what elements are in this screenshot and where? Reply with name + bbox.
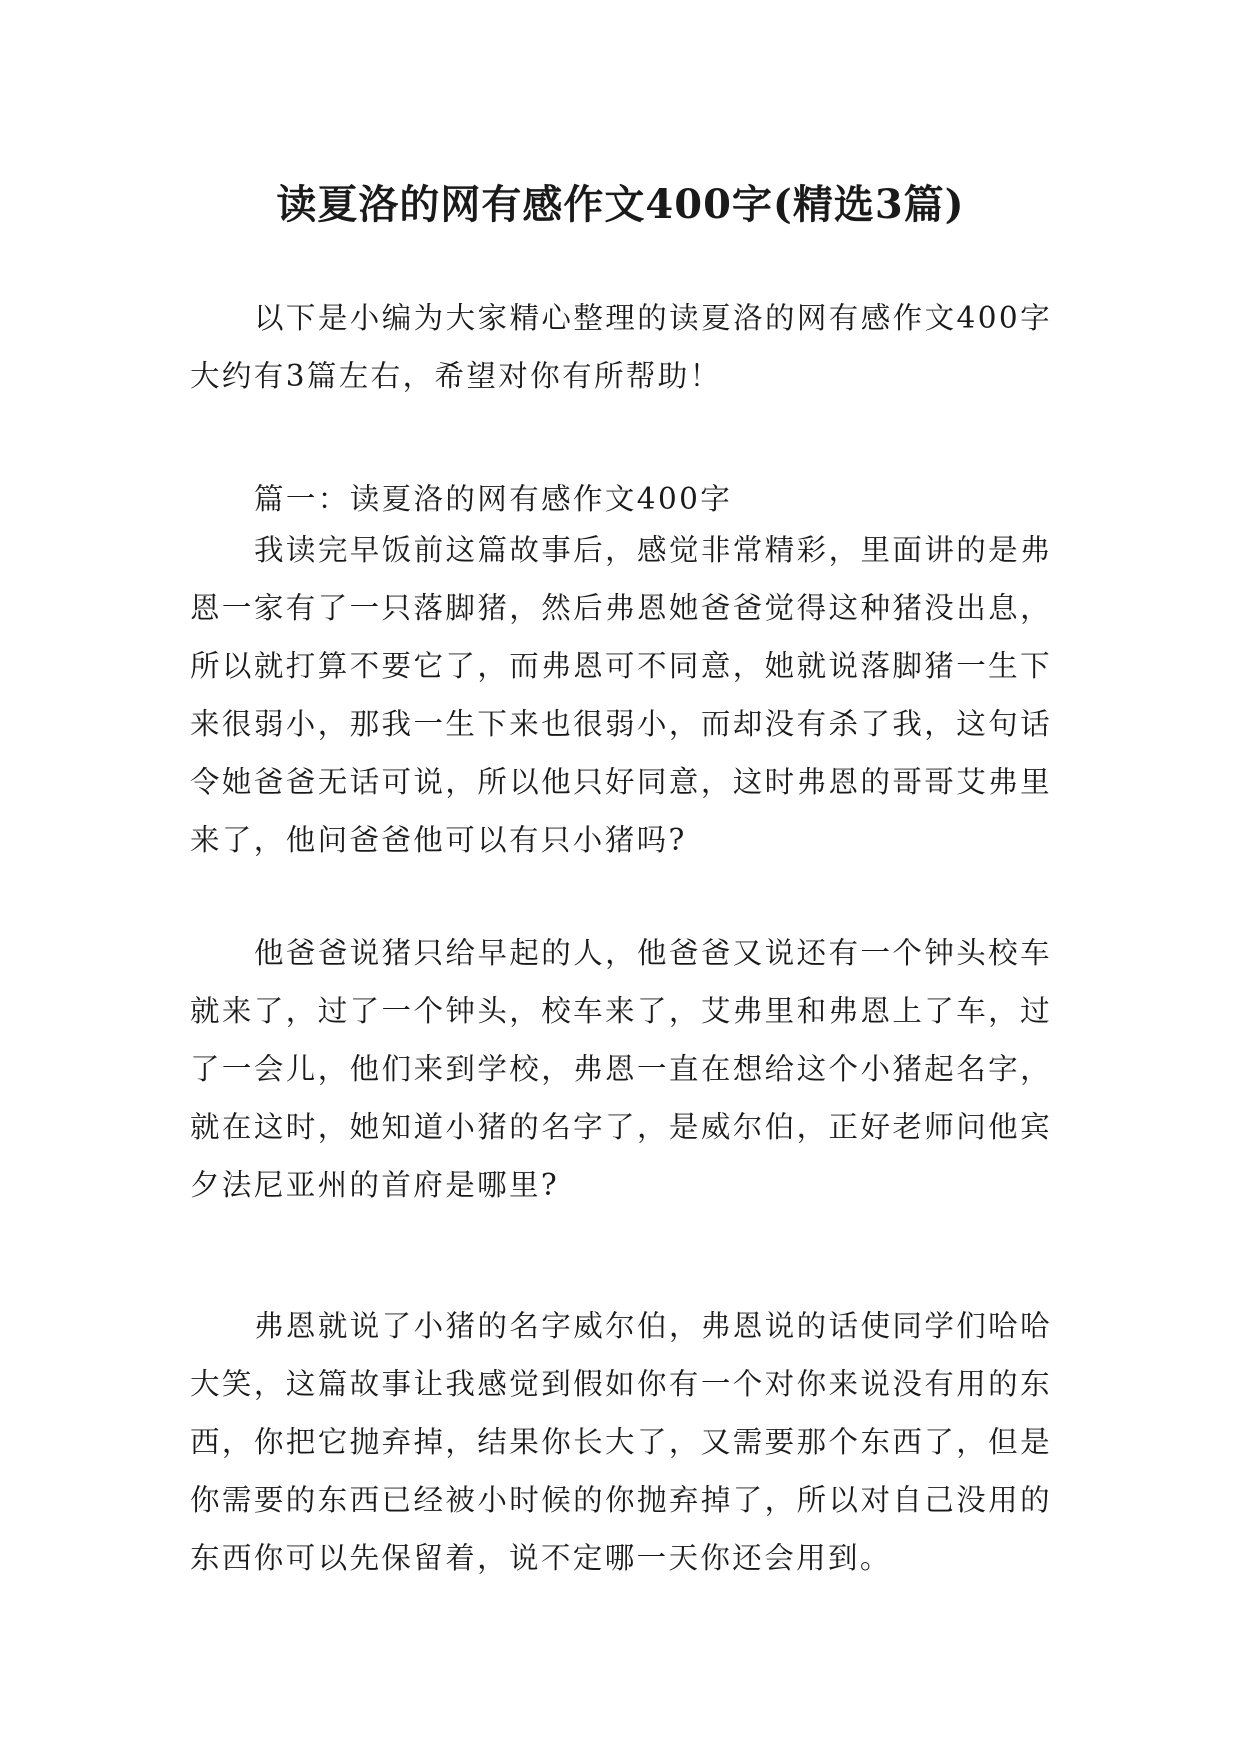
body-paragraph-1: 我读完早饭前这篇故事后，感觉非常精彩，里面讲的是弗恩一家有了一只落脚猪，然后弗恩她爸爸觉得这种猪没出息，所以就打算不要它了，而弗恩可不同意，她就说落脚猪一生下来很弱小，那我一生下来也很弱小，而却没有杀了我，这句话令她爸爸无话可说，所以他只好同意，这时弗恩的哥哥艾弗里来了，他问爸爸他可以有只小猪吗? [190, 533, 1052, 857]
intro-paragraph: 以下是小编为大家精心整理的读夏洛的网有感作文400字大约有3篇左右，希望对你有所帮助！ [190, 301, 1052, 393]
section-heading: 篇一：读夏洛的网有感作文400字 [254, 482, 733, 516]
document-title: 读夏洛的网有感作文400字(精选3篇) [276, 180, 965, 228]
body-paragraph-2: 他爸爸说猪只给早起的人，他爸爸又说还有一个钟头校车就来了，过了一个钟头，校车来了，艾弗里和弗恩上了车，过了一会儿，他们来到学校，弗恩一直在想给这个小猪起名字，就在这时，她知道小猪的名字了，是威尔伯，正好老师问他宾夕法尼亚州的首府是哪里? [190, 936, 1052, 1202]
body-paragraph-3: 弗恩就说了小猪的名字威尔伯，弗恩说的话使同学们哈哈大笑，这篇故事让我感觉到假如你有一个对你来说没有用的东西，你把它抛弃掉，结果你长大了，又需要那个东西了，但是你需要的东西已经被小时候的你抛弃掉了，所以对自己没用的东西你可以先保留着，说不定哪一天你还会用到。 [190, 1309, 1052, 1575]
